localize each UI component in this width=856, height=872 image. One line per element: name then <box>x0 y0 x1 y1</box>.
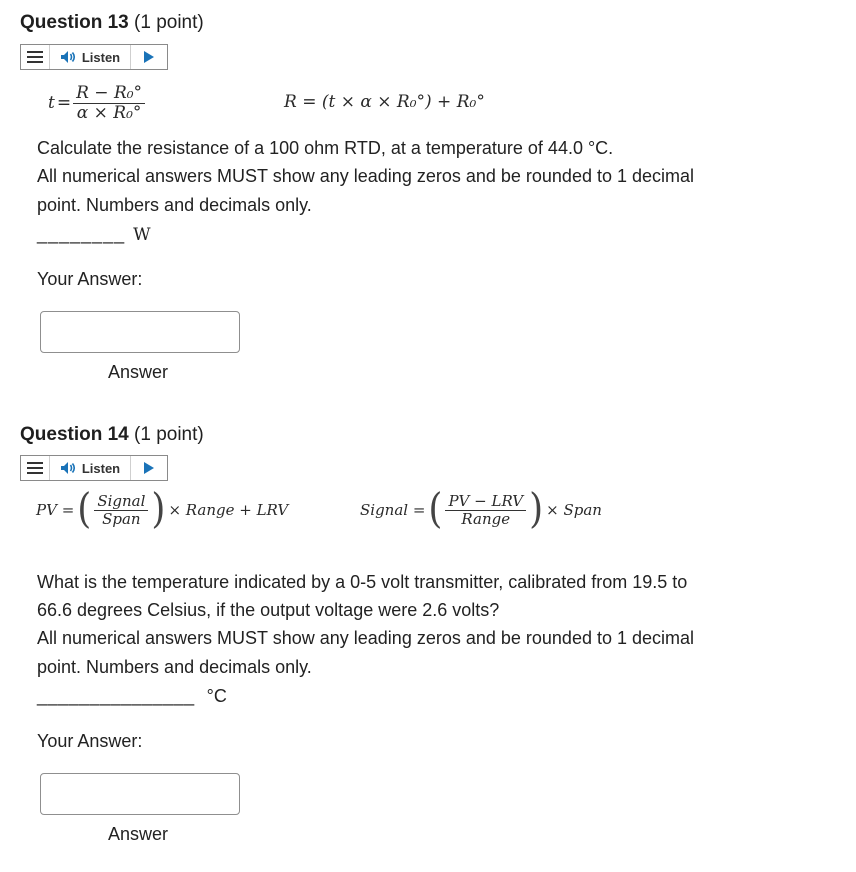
listen-menu-button[interactable] <box>21 456 50 480</box>
formula-lhs: PV = <box>36 501 75 519</box>
question-14-title <box>20 424 204 446</box>
left-paren: ( <box>428 485 443 533</box>
formula-numerator: PV − LRV <box>445 493 526 511</box>
formula-fraction <box>445 493 526 527</box>
question-13-title <box>20 12 204 34</box>
question-14-text-3: All numerical answers MUST show any leading zeros and be rounded to 1 decimal <box>37 628 695 648</box>
listen-label: Listen <box>81 49 121 65</box>
your-answer-label: Your Answer: <box>37 731 143 751</box>
question-13-text-2: All numerical answers MUST show any leading zeros and be rounded to 1 decimal <box>37 166 695 186</box>
formula-denominator: Span <box>102 509 141 528</box>
answer-input[interactable] <box>40 311 240 353</box>
listen-button[interactable] <box>50 456 131 480</box>
question-13-text-1: Calculate the resistance of a 100 ohm RTD, at a temperature of 44.0 °C. <box>37 138 614 158</box>
formula-denominator: Range <box>461 509 511 528</box>
listen-toolbar <box>20 44 168 70</box>
formula-eq: = <box>56 93 72 114</box>
menu-icon <box>27 462 43 475</box>
answer-input[interactable] <box>40 773 240 815</box>
listen-menu-button[interactable] <box>21 45 50 69</box>
play-icon <box>144 51 154 63</box>
play-icon <box>144 462 154 474</box>
question-14-text-1: What is the temperature indicated by a 0-5 volt transmitter, calibrated from 19.5 to <box>37 572 688 592</box>
formula-numerator: R − R₀° <box>73 84 145 104</box>
listen-button[interactable] <box>50 45 131 69</box>
blank: _______________ <box>37 686 195 706</box>
rtd-formula-t <box>48 84 145 122</box>
menu-icon <box>27 51 43 64</box>
formula-fraction <box>73 84 145 122</box>
formula-tail: × Span <box>546 501 602 519</box>
answer-blank-line <box>37 682 227 710</box>
rtd-formula-r: R = (t × α × R₀°) + R₀° <box>284 92 485 112</box>
left-paren: ( <box>77 485 92 533</box>
formula-numerator: Signal <box>94 493 148 511</box>
speaker-icon <box>60 50 78 64</box>
listen-label: Listen <box>81 460 121 476</box>
answer-blank-line <box>37 220 151 249</box>
question-14-text-4: point. Numbers and decimals only. <box>37 657 312 677</box>
play-button[interactable] <box>131 45 167 69</box>
speaker-icon <box>60 461 78 475</box>
right-paren: ) <box>151 485 166 533</box>
play-button[interactable] <box>131 456 167 480</box>
formula-lhs: t <box>48 93 55 114</box>
answer-caption: Answer <box>108 362 169 382</box>
right-paren: ) <box>529 485 544 533</box>
unit: °C <box>206 686 227 706</box>
question-points: (1 point) <box>128 12 204 33</box>
unit: W <box>133 225 151 245</box>
formula-fraction <box>94 493 148 527</box>
pv-formula <box>36 485 289 533</box>
question-points: (1 point) <box>128 424 204 445</box>
formula-lhs: Signal = <box>360 501 426 519</box>
your-answer-label: Your Answer: <box>37 269 143 289</box>
question-number: Question 13 <box>20 12 129 33</box>
blank: ________ <box>37 224 126 244</box>
listen-toolbar <box>20 455 168 481</box>
formula-tail: × Range + LRV <box>168 501 289 519</box>
question-14-text-2: 66.6 degrees Celsius, if the output voltage were 2.6 volts? <box>37 600 500 620</box>
signal-formula <box>360 485 602 533</box>
answer-caption: Answer <box>108 824 169 844</box>
question-number: Question 14 <box>20 424 129 445</box>
formula-denominator: α × R₀° <box>76 102 142 123</box>
question-13-text-3: point. Numbers and decimals only. <box>37 195 312 215</box>
